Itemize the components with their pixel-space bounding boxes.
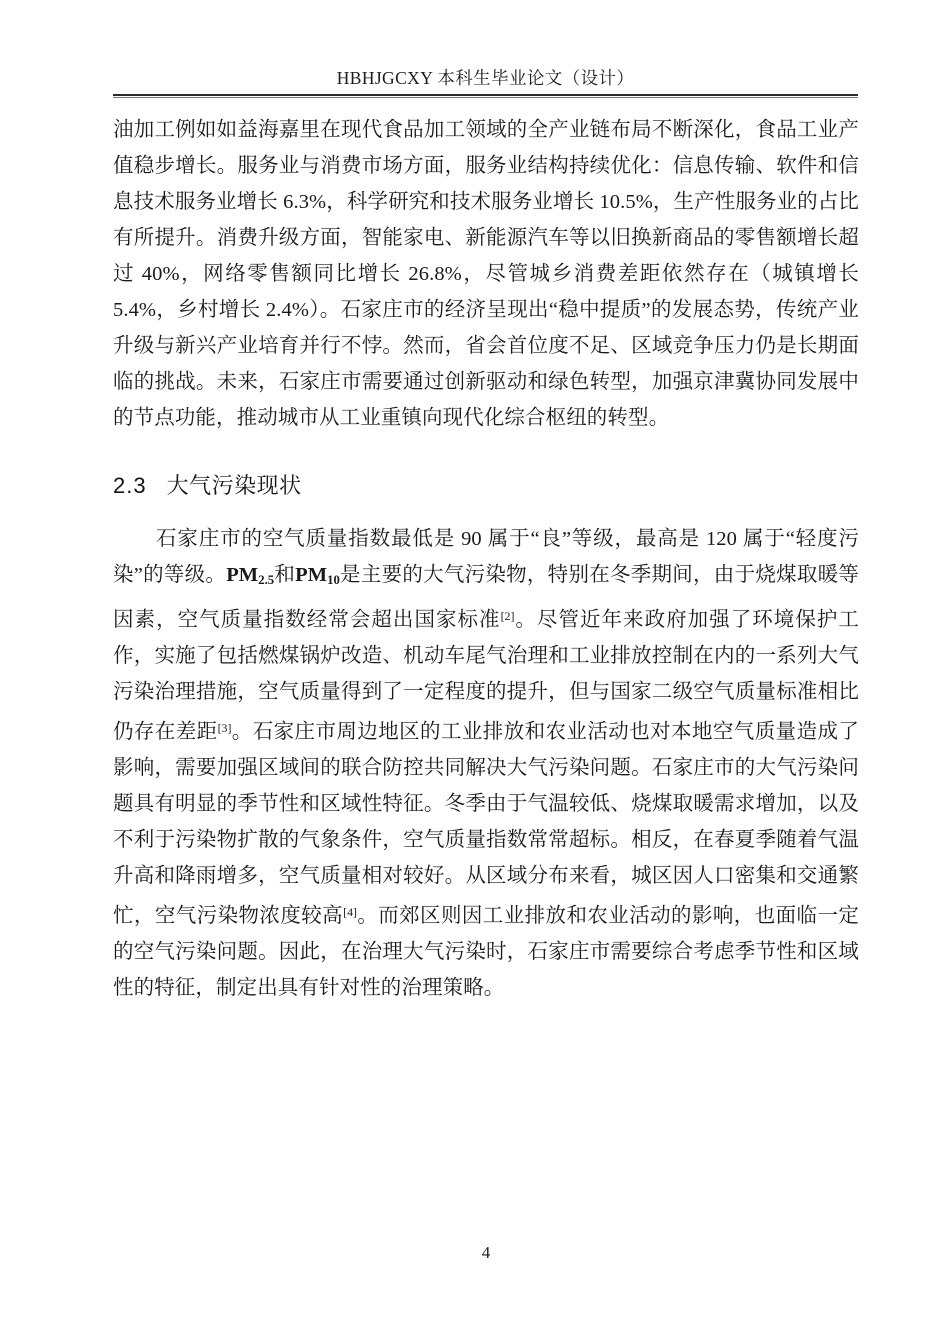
page-content bbox=[113, 112, 859, 1006]
header-title: HBHJGCXY 本科生毕业论文（设计） bbox=[336, 68, 635, 88]
page-footer bbox=[113, 1243, 859, 1263]
page-header bbox=[113, 68, 858, 98]
par-text-part-3: 。尽管近年来政府加强了环境保护工作，实施了包括燃煤锅炉改造、机动车尾气治理和工业排放控制在内的一系列大气污染治理措施，空气质量得到了一定程度的提升，但与国家二级空气质量标准相比仍存在差距 bbox=[113, 608, 859, 744]
pm10-label: PM bbox=[295, 564, 328, 586]
par-text-part-1: 石家庄市的空气质量指数最低是 90 属于“良”等级，最高是 120 属于“轻度污染”的等级。 bbox=[113, 528, 859, 586]
section-title: 大气污染现状 bbox=[166, 473, 302, 498]
par-text-part-5: 。而郊区则因工业排放和农业活动的影响，也面临一定的空气污染问题。因此，在治理大气污染时，石家庄市需要综合考虑季节性和区域性的特征，制定出具有针对性的治理策略。 bbox=[113, 905, 859, 1000]
header-divider-rule bbox=[113, 94, 858, 98]
par-text-part-4: 。石家庄市周边地区的工业排放和农业活动也对本地空气质量造成了影响，需要加强区域间的联合防控共同解决大气污染问题。石家庄市的大气污染问题具有明显的季节性和区域性特征。冬季由于气温较低、烧煤取暖需求增加，以及不利于污染物扩散的气象条件，空气质量指数常常超标。相反，在春夏季随着气温升高和降雨增多，空气质量相对较好。从区域分布来看，城区因人口密集和交通繁忙，空气污染物浓度较高 bbox=[113, 721, 860, 928]
section-number: 2.3 bbox=[113, 473, 147, 498]
citation-marker-2: [2] bbox=[500, 608, 515, 623]
heading-spacer bbox=[113, 436, 859, 468]
citation-marker-4: [4] bbox=[343, 905, 357, 920]
par-text-part-2: 是主要的大气污染物，特别在冬季期间，由于烧煤取暖等因素，空气质量指数经常会超出国家标准 bbox=[113, 564, 859, 631]
section-heading-2-3 bbox=[113, 468, 859, 504]
pm25-label: PM bbox=[226, 564, 259, 586]
heading-spacer-bottom bbox=[113, 504, 859, 521]
pm10-subscript: 10 bbox=[327, 572, 340, 587]
pm25-subscript: 2.5 bbox=[258, 572, 275, 587]
citation-marker-3: [3] bbox=[217, 720, 232, 735]
paragraph-continued-economy: 油加工例如如益海嘉里在现代食品加工领域的全产业链布局不断深化，食品工业产值稳步增长。服务业与消费市场方面，服务业结构持续优化：信息传输、软件和信息技术服务业增长 6.3%，科学研究和技术服务业增长 10.5%，生产性服务业的占比有所提升。消费升级方面，智能家电、新能源汽车等以旧换新商品的零售额增长超过 40%，网络零售额同比增长 26.8%，尽管城乡消费差距依然存在（城镇增长 5.4%，乡村增长 2.4%）。石家庄市的经济呈现出“稳中提质”的发展态势，传统产业升级与新兴产业培育并行不悖。然而，省会首位度不足、区域竞争压力仍是长期面临的挑战。未来，石家庄市需要通过创新驱动和绿色转型，加强京津冀协同发展中的节点功能，推动城市从工业重镇向现代化综合枢纽的转型。 bbox=[113, 119, 859, 429]
par-connector-and: 和 bbox=[274, 564, 296, 586]
paragraph-air-pollution-status bbox=[113, 521, 859, 1006]
page-number: 4 bbox=[481, 1243, 491, 1262]
